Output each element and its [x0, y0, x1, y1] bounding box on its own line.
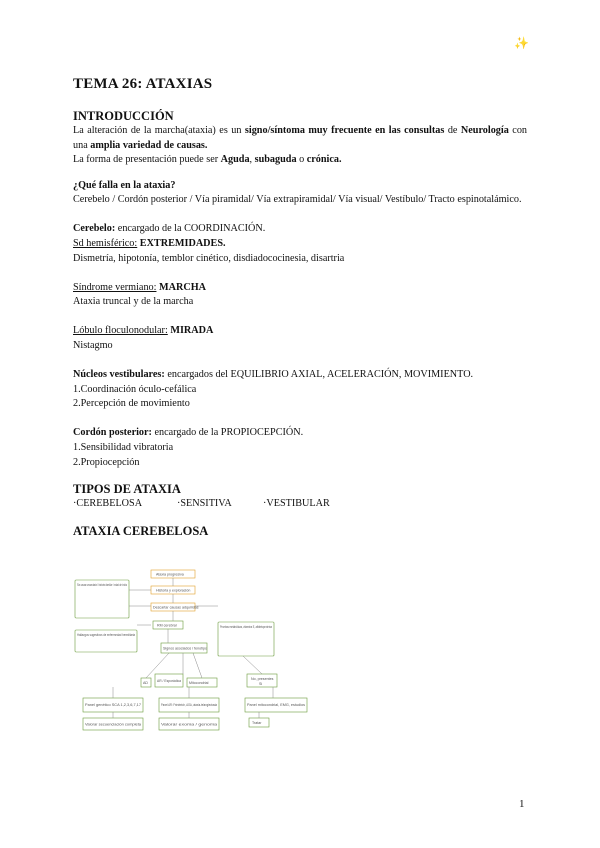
flow-label: AD — [143, 681, 148, 685]
flow-label: Pruebas metabólicas, vitamina E, alfafetoproteína — [220, 625, 272, 629]
bold-run: Núcleos vestibulares: — [73, 369, 165, 381]
flow-label: Signos asociados / fenotipo — [163, 646, 207, 651]
flow-label: Tratar — [252, 721, 262, 725]
tipo-item: ·CEREBELOSA — [73, 498, 143, 510]
page-title: TEMA 26: ATAXIAS — [73, 76, 213, 92]
intro-paragraph-2 — [73, 153, 527, 168]
text-run: La alteración de la marcha(ataxia) es un — [73, 125, 245, 136]
text-run: , — [249, 154, 255, 166]
page-number: 1 — [519, 798, 525, 810]
nucleos-item: 2.Percepción de movimiento — [73, 398, 190, 410]
flow-label: Panel genético SCA 1,2,3,6,7,17 — [85, 703, 141, 707]
sd-hemisferico-line — [73, 237, 527, 252]
document-body — [73, 108, 527, 539]
text-run: encargados del EQUILIBRIO AXIAL, ACELERACIÓN, MOVIMIENTO. — [164, 369, 474, 381]
text-run: de — [444, 125, 461, 136]
tipo-item: ·SENSITIVA — [177, 498, 232, 510]
lobulo-desc: Nistagmo — [73, 340, 113, 352]
flow-label: No, presentes — [251, 677, 274, 681]
text-run: encargado de la PROPIOCEPCIÓN. — [151, 427, 304, 439]
bold-run: amplia variedad de causas. — [90, 139, 208, 151]
intro-paragraph-1 — [73, 124, 527, 153]
cordon-item: 2.Propiocepción — [73, 456, 140, 468]
bold-run: EXTREMIDADES. — [137, 238, 226, 250]
text-run: encargado de la COORDINACIÓN. — [115, 223, 266, 235]
underline-run: Sd hemisférico: — [73, 238, 138, 250]
sd-vermiano-desc: Ataxia truncal y de la marcha — [73, 296, 194, 308]
tipos-list — [73, 497, 527, 512]
bold-run: crónica. — [306, 154, 342, 166]
bold-run: Neurología — [460, 125, 509, 136]
flow-label: Valorar secuenciación completa — [85, 722, 142, 727]
bold-run: subaguda — [254, 154, 297, 166]
nucleos-line — [73, 368, 527, 383]
text-run: o — [296, 154, 307, 166]
bold-run: Cerebelo: — [73, 223, 116, 235]
sd-hemisferico-desc: Dismetría, hipotonía, temblor cinético, disdiadococinesia, disartria — [73, 252, 345, 264]
flow-label: AR / Esporádica — [157, 679, 181, 683]
flow-label: Si — [259, 682, 263, 686]
text-run: La forma de presentación puede ser — [73, 154, 221, 166]
flow-label: Valorar exoma / genoma — [161, 722, 217, 727]
bold-run: signo/síntoma muy frecuente en las consultas — [244, 125, 445, 136]
cordon-line — [73, 426, 527, 441]
flow-label: Panel mitocondrial, EMG, estudios — [247, 703, 306, 707]
cordon-item: 1.Sensibilidad vibratoria — [73, 442, 174, 453]
bold-run: MIRADA — [167, 325, 214, 337]
ataxia-flowchart — [73, 568, 358, 733]
falla-question: ¿Qué falla en la ataxia? — [73, 179, 176, 191]
tipo-item: ·VESTIBULAR — [263, 498, 330, 510]
sparkle-icon: ✨ — [514, 36, 529, 50]
nucleos-item: 1.Coordinación óculo-cefálica — [73, 383, 197, 395]
flow-label: Historia y exploración — [156, 588, 191, 593]
underline-run: Lóbulo floculonodular: — [73, 325, 168, 337]
cerebelosa-heading: ATAXIA CEREBELOSA — [73, 523, 209, 538]
flow-label: Panel AR: Friedreich, AOA, ataxia-telangiectasia — [161, 703, 217, 707]
flow-label: Sin causa secundaria / historia familiar / edad de inicio — [77, 583, 127, 587]
sd-vermiano-line — [73, 281, 527, 296]
falla-text: Cerebelo / Cordón posterior / Vía piramidal/ Vía extrapiramidal/ Vía visual/ Vestíbulo/ Tracto espinotalámico. — [73, 194, 522, 206]
bold-run: Cordón posterior: — [73, 427, 152, 439]
tipos-heading: TIPOS DE ATAXIA — [73, 482, 181, 497]
lobulo-line — [73, 324, 527, 339]
text-run: con una — [73, 125, 528, 151]
intro-heading: INTRODUCCIÓN — [73, 109, 174, 123]
flow-label: Hallazgos sugestivos de enfermedad hereditaria — [77, 633, 135, 637]
cerebelo-line — [73, 222, 527, 237]
bold-run: Aguda — [220, 154, 250, 166]
underline-run: Síndrome vermiano: — [73, 281, 157, 293]
flow-label: Mitocondrial — [189, 681, 209, 685]
flow-label: Descartar causas adquiridas — [153, 605, 199, 610]
flow-label: Ataxia progresiva — [156, 572, 184, 577]
bold-run: MARCHA — [156, 281, 206, 293]
flow-label: RM cerebral — [157, 623, 177, 628]
